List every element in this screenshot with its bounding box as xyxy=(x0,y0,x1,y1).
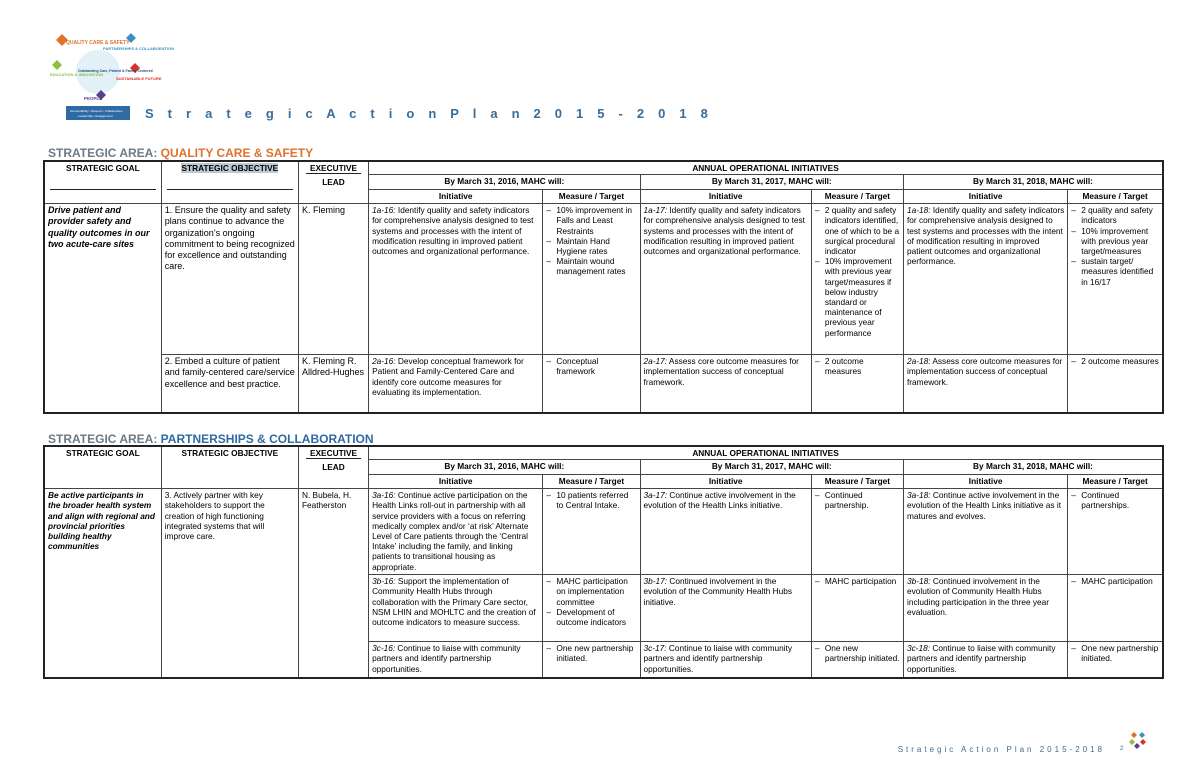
measure-item: – Continued partnership. xyxy=(815,490,900,510)
initiative-code: 3b-17: xyxy=(643,576,668,587)
initiative-text: Identify quality and safety indicators for comprehensive analysis designed to test systems and processes with the intent of modification resulting in improved patient outcomes and organizational performance. xyxy=(643,205,805,257)
measure-item: – 10 patients referred to Central Intake. xyxy=(546,490,636,510)
footer-title: Strategic Action Plan 2015-2018 xyxy=(897,745,1105,754)
measure-item: – 10% improvement with previous year target/measures if below industry standard or maintenance of previous year performance xyxy=(815,256,900,338)
measure-item: – Maintain wound management rates xyxy=(546,256,636,276)
initiative-cell xyxy=(369,355,543,413)
header-annual-initiatives: ANNUAL OPERATIONAL INITIATIVES xyxy=(369,161,1163,175)
mahc-logo xyxy=(48,30,174,125)
area-name: PARTNERSHIPS & COLLABORATION xyxy=(160,432,374,446)
measure-item: – Conceptual framework xyxy=(546,356,636,376)
executive-lead: K. Fleming xyxy=(298,204,368,355)
measure-cell xyxy=(543,642,640,678)
measure-cell xyxy=(811,355,903,413)
initiative-code: 3c-18: xyxy=(906,643,931,654)
initiative-cell xyxy=(903,575,1067,642)
initiative-cell xyxy=(640,489,811,575)
initiative-code: 3a-16: xyxy=(372,490,396,501)
header-year-2016: By March 31, 2016, MAHC will: xyxy=(369,175,640,190)
initiative-text: Develop conceptual framework for Patient and Family-Centered Care and identify core outcome measures for evaluating its implementation. xyxy=(372,356,524,397)
initiative-text: Assess core outcome measures for implementation success of conceptual framework. xyxy=(906,356,1063,387)
logo-center-text: Outstanding Care, Patient & Family Centered xyxy=(78,69,153,73)
area-prefix: STRATEGIC AREA: xyxy=(48,432,161,446)
measure-cell xyxy=(811,204,903,355)
measure-cell xyxy=(1068,642,1163,678)
measure-cell xyxy=(543,489,640,575)
measure-cell xyxy=(1068,489,1163,575)
initiative-cell xyxy=(369,642,543,678)
measure-cell xyxy=(1068,575,1163,642)
measure-cell xyxy=(811,489,903,575)
initiative-text: Continued involvement in the evolution of the Community Health Hubs initiative. xyxy=(643,576,793,607)
initiative-cell xyxy=(369,204,543,355)
strategic-area-heading-quality xyxy=(48,146,313,160)
header-measure-target: Measure / Target xyxy=(543,190,640,204)
initiative-text: Assess core outcome measures for implementation success of conceptual framework. xyxy=(643,356,799,387)
logo-footer-line1: Accountability • Respect • Collaboration xyxy=(70,109,123,113)
measure-cell xyxy=(811,575,903,642)
header-year-2018: By March 31, 2018, MAHC will: xyxy=(903,460,1163,475)
initiative-code: 3b-18: xyxy=(906,576,931,587)
initiative-cell xyxy=(640,355,811,413)
measure-cell xyxy=(1068,355,1163,413)
strategic-goal: Drive patient and provider safety and quality outcomes in our two acute-care sites xyxy=(44,204,161,413)
measure-cell xyxy=(543,575,640,642)
initiative-code: 2a-17: xyxy=(643,356,668,367)
table-row xyxy=(44,355,1163,413)
initiative-text: Identify quality and safety indicators for comprehensive analysis designed to test systems and processes with the intent of modification resulting in improved patient outcomes and organizational performance. xyxy=(372,205,534,257)
logo-graphic xyxy=(48,30,174,125)
measure-item: – Maintain Hand Hygiene rates xyxy=(546,236,636,256)
header-strategic-objective: STRATEGIC OBJECTIVE xyxy=(161,161,298,204)
initiative-text: Identify quality and safety indicators for comprehensive analysis designed to test systems and processes with the intent of modification resulting in improved patient outcomes and organizational performance. xyxy=(906,205,1065,267)
measure-item: – One new partnership initiated. xyxy=(546,643,636,663)
area-name: QUALITY CARE & SAFETY xyxy=(160,146,314,160)
initiative-code: 3c-16: xyxy=(372,643,396,654)
initiative-cell xyxy=(640,575,811,642)
measure-item: – 2 quality and safety indicators identified, one of which to be a surgical procedural indicator xyxy=(815,205,900,256)
table-row xyxy=(44,204,1163,355)
initiative-cell xyxy=(903,489,1067,575)
header-annual-initiatives: ANNUAL OPERATIONAL INITIATIVES xyxy=(369,446,1163,460)
header-executive-lead: EXECUTIVE LEAD xyxy=(298,161,368,204)
measure-item: – MAHC participation on implementation committee xyxy=(546,576,636,607)
header-measure-target: Measure / Target xyxy=(543,475,640,489)
area-prefix: STRATEGIC AREA: xyxy=(48,146,161,160)
initiative-code: 2a-16: xyxy=(372,356,396,367)
initiative-cell xyxy=(903,355,1067,413)
header-measure-target: Measure / Target xyxy=(811,475,903,489)
measure-item: – 2 outcome measures xyxy=(815,356,900,376)
header-initiative: Initiative xyxy=(640,475,811,489)
strategic-objective: 1. Ensure the quality and safety plans continue to advance the organization’s ongoing commitment to being recognized for excellence and outstanding care. xyxy=(161,204,298,355)
measure-cell xyxy=(543,355,640,413)
header-strategic-goal: STRATEGIC GOAL xyxy=(44,446,161,489)
initiative-code: 3b-16: xyxy=(372,576,396,587)
initiative-code: 1a-17: xyxy=(643,205,668,216)
measure-item: – 10% improvement in Falls and Least Restraints xyxy=(546,205,636,236)
initiative-cell xyxy=(369,575,543,642)
header-measure-target: Measure / Target xyxy=(1068,190,1163,204)
initiative-text: Continue to liaise with community partners and identify partnership opportunities. xyxy=(906,643,1056,674)
measure-cell xyxy=(543,204,640,355)
measure-item: – 10% improvement with previous year target/measures xyxy=(1071,226,1159,257)
initiative-text: Continue active involvement in the evolution of the Health Links initiative. xyxy=(643,490,796,511)
executive-lead: K. Fleming R. Alldred-Hughes xyxy=(298,355,368,413)
initiative-cell xyxy=(369,489,543,575)
measure-item: – sustain target/ measures identified in 16/17 xyxy=(1071,256,1159,287)
header-year-2017: By March 31, 2017, MAHC will: xyxy=(640,175,903,190)
header-year-2017: By March 31, 2017, MAHC will: xyxy=(640,460,903,475)
initiative-code: 2a-18: xyxy=(906,356,931,367)
initiative-text: Continued involvement in the evolution of Community Health Hubs including participation in the three year evaluation. xyxy=(906,576,1050,617)
header-year-2016: By March 31, 2016, MAHC will: xyxy=(369,460,640,475)
initiative-cell xyxy=(640,642,811,678)
strategic-area-heading-partnerships xyxy=(48,432,374,446)
executive-lead: N. Bubela, H. Featherston xyxy=(298,489,368,678)
footer-logo-icon xyxy=(1127,732,1147,750)
initiative-text: Continue active participation on the Health Links roll-out in partnership with all service providers with a focus on referring medically complex and/or ‘at risk’ Alternate Level of Care patients through the ‘Central Intake’ including the family, and linking patients to transitional housing as appropriate. xyxy=(372,490,529,572)
logo-label-partnerships: PARTNERSHIPS & COLLABORATION xyxy=(103,46,174,51)
page-title: S t r a t e g i c A c t i o n P l a n 2 0 1 5 - 2 0 1 8 xyxy=(145,106,714,121)
initiative-text: Support the implementation of Community Health Hubs through collaboration with the Primary Care sector, NSM LHIN and MOHLTC and the creation of outcome indicators to measure success. xyxy=(372,576,536,628)
strategic-objective: 3. Actively partner with key stakeholders to support the creation of high functioning integrated systems that will improve care. xyxy=(161,489,298,678)
header-initiative: Initiative xyxy=(903,475,1067,489)
measure-item: – One new partnership initiated. xyxy=(815,643,900,663)
partnerships-table xyxy=(43,445,1164,679)
measure-item: – One new partnership initiated. xyxy=(1071,643,1159,663)
logo-label-education: EDUCATION & INNOVATION xyxy=(50,72,104,77)
initiative-cell xyxy=(903,642,1067,678)
header-executive-lead: EXECUTIVE LEAD xyxy=(298,446,368,489)
measure-item: – Continued partnerships. xyxy=(1071,490,1159,510)
measure-item: – MAHC participation xyxy=(815,576,900,586)
strategic-objective: 2. Embed a culture of patient and family-centered care/service excellence and best practice. xyxy=(161,355,298,413)
initiative-code: 3c-17: xyxy=(643,643,667,654)
header-year-2018: By March 31, 2018, MAHC will: xyxy=(903,175,1163,190)
table-row xyxy=(44,489,1163,575)
initiative-code: 3a-17: xyxy=(643,490,668,501)
initiative-text: Continue active involvement in the evolution of the Health Links initiative as it matures and evolves. xyxy=(906,490,1062,521)
initiative-cell xyxy=(640,204,811,355)
initiative-code: 1a-16: xyxy=(372,205,396,216)
measure-item: – MAHC participation xyxy=(1071,576,1159,586)
header-strategic-goal: STRATEGIC GOAL xyxy=(44,161,161,204)
quality-care-table xyxy=(43,160,1164,414)
initiative-code: 1a-18: xyxy=(906,205,931,216)
measure-item: – 2 outcome measures xyxy=(1071,356,1159,366)
page-number: 2 xyxy=(1120,746,1124,752)
header-initiative: Initiative xyxy=(369,475,543,489)
measure-cell xyxy=(811,642,903,678)
initiative-code: 3a-18: xyxy=(906,490,931,501)
header-strategic-objective: STRATEGIC OBJECTIVE xyxy=(161,446,298,489)
header-initiative: Initiative xyxy=(640,190,811,204)
logo-footer-line2: Leadership • Engagement xyxy=(78,114,113,118)
header-initiative: Initiative xyxy=(903,190,1067,204)
header-initiative: Initiative xyxy=(369,190,543,204)
strategic-goal: Be active participants in the broader health system and align with regional and provincial priorities building healthy communities xyxy=(44,489,161,678)
measure-item: – Development of outcome indicators xyxy=(546,607,636,627)
measure-cell xyxy=(1068,204,1163,355)
initiative-cell xyxy=(903,204,1067,355)
logo-label-quality: QUALITY CARE & SAFETY xyxy=(66,40,130,46)
initiative-text: Continue to liaise with community partners and identify partnership opportunities. xyxy=(643,643,793,674)
measure-item: – 2 quality and safety indicators xyxy=(1071,205,1159,225)
initiative-text: Continue to liaise with community partners and identify partnership opportunities. xyxy=(372,643,521,674)
header-measure-target: Measure / Target xyxy=(1068,475,1163,489)
logo-label-sustainable: SUSTAINABLE FUTURE xyxy=(116,76,162,81)
header-measure-target: Measure / Target xyxy=(811,190,903,204)
logo-label-people: PEOPLE xyxy=(84,96,103,101)
